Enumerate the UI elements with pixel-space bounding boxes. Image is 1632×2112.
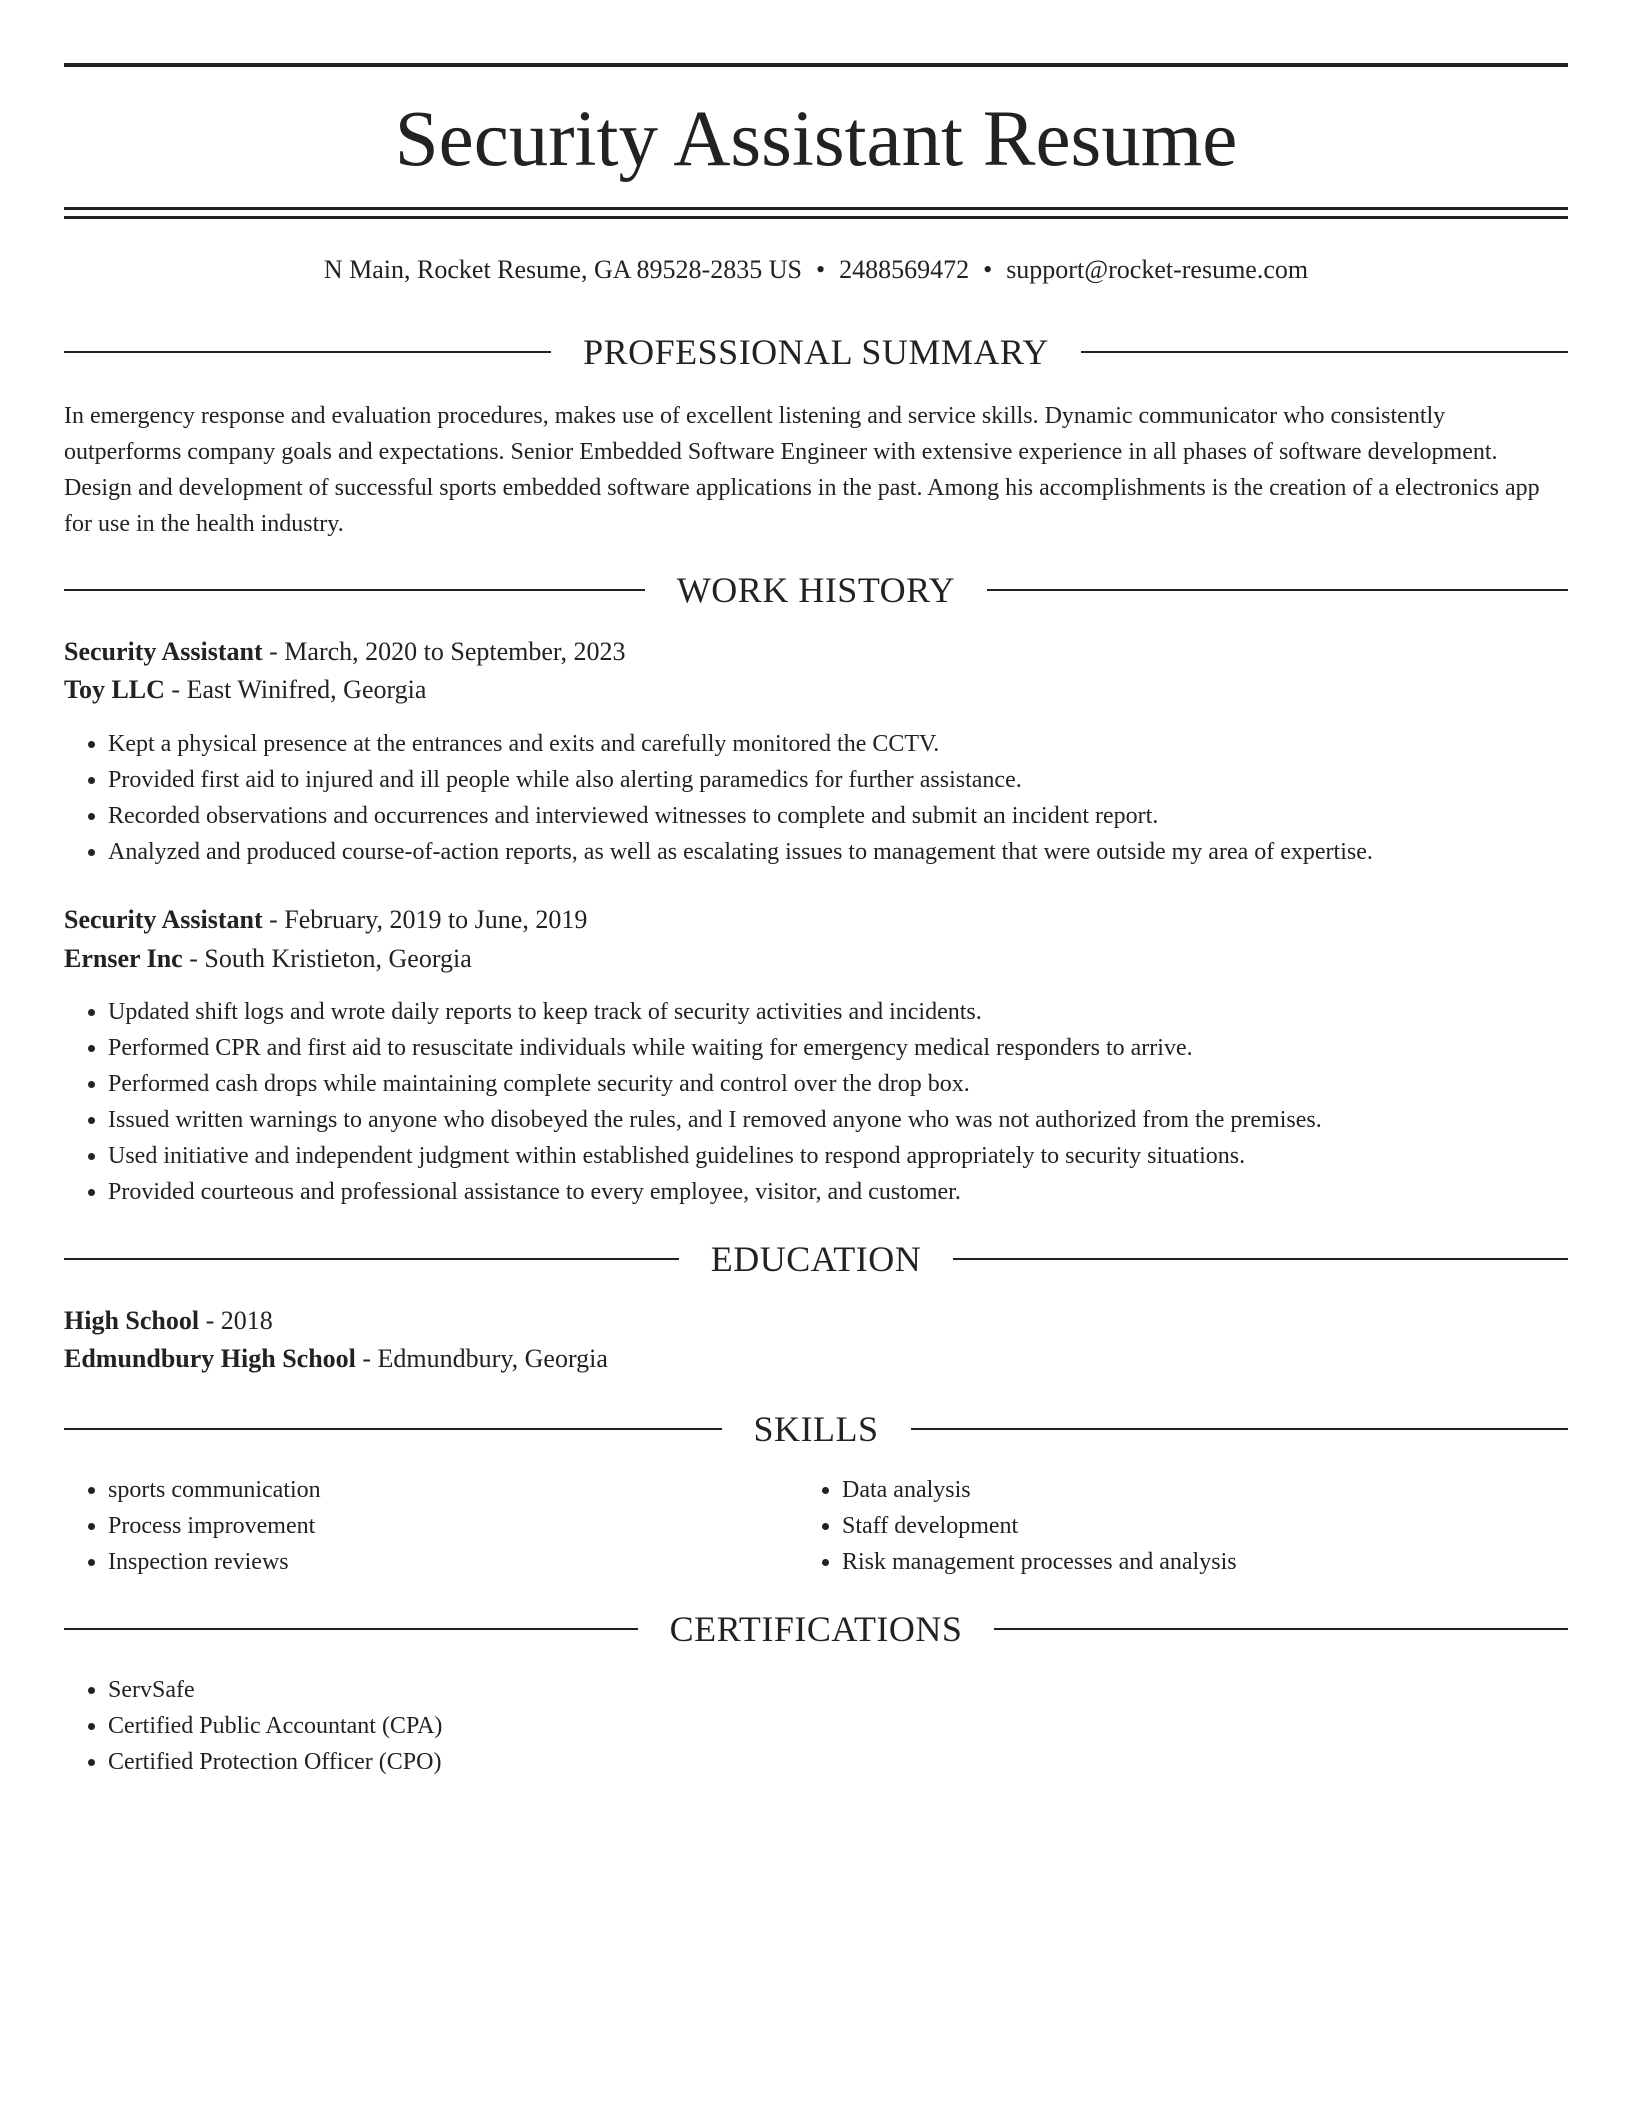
job-duty-item: • Provided first aid to injured and ill people while also alerting paramedics for further assistance.: [108, 762, 1568, 798]
job-dates: - March, 2020 to September, 2023: [262, 637, 626, 666]
title-double-rule: [64, 207, 1568, 219]
education-degree: High School: [64, 1306, 200, 1335]
job-title-line: [64, 634, 1568, 670]
section-heading-label: CERTIFICATIONS: [669, 1609, 963, 1649]
heading-rule-left: [64, 1258, 679, 1260]
heading-rule-left: [64, 1428, 722, 1430]
contact-line: [64, 252, 1568, 288]
job-company: Ernser Inc: [64, 944, 183, 973]
skills-list-left: [64, 1472, 808, 1580]
job-location: - South Kristieton, Georgia: [182, 944, 472, 973]
job-company-line: [64, 941, 1568, 977]
section-heading-skills: [64, 1407, 1568, 1451]
top-rule: [64, 63, 1568, 67]
job-duty-item: • Issued written warnings to anyone who disobeyed the rules, and I removed anyone who was not authorized from the premises.: [108, 1102, 1568, 1138]
job-duty-item: • Kept a physical presence at the entrances and exits and carefully monitored the CCTV.: [108, 726, 1568, 762]
heading-rule-left: [64, 351, 551, 353]
heading-rule-right: [994, 1628, 1568, 1630]
job-location: - East Winifred, Georgia: [164, 675, 427, 704]
summary-text: In emergency response and evaluation procedures, makes use of excellent listening and service skills. Dynamic communicator who consistently outperforms company goals and expectations. Senior Embedded Software Engineer with extensive experience in all phases of software development. Design and development of successful sports embedded software applications in the past. Among his accomplishments is the creation of a electronics app for use in the health industry.: [64, 403, 1540, 537]
section-heading-label: SKILLS: [753, 1409, 879, 1449]
job-duty-item: • Performed cash drops while maintaining complete security and control over the drop box.: [108, 1066, 1568, 1102]
section-heading-label: EDUCATION: [710, 1239, 922, 1279]
education-degree-line: [64, 1303, 1568, 1339]
job-duty-item: • Used initiative and independent judgment within established guidelines to respond appropriately to security situations.: [108, 1138, 1568, 1174]
certifications-list: [64, 1672, 1568, 1780]
section-heading-certifications: [64, 1607, 1568, 1651]
section-heading-education: [64, 1237, 1568, 1281]
job-duties-list: [64, 994, 1568, 1210]
skill-item: • Data analysis: [842, 1472, 1542, 1508]
skill-item: • Risk management processes and analysis: [842, 1544, 1542, 1580]
heading-rule-right: [1081, 351, 1568, 353]
job-duty-item: • Recorded observations and occurrences and interviewed witnesses to complete and submit an incident report.: [108, 798, 1568, 834]
skill-item: • Inspection reviews: [108, 1544, 808, 1580]
job-title-line: [64, 902, 1568, 938]
contact-address: N Main, Rocket Resume, GA 89528-2835 US: [323, 255, 802, 284]
skill-item: • Staff development: [842, 1508, 1542, 1544]
contact-separator: •: [815, 255, 826, 284]
education-location: - Edmundbury, Georgia: [355, 1344, 608, 1373]
job-title: Security Assistant: [64, 905, 263, 934]
heading-rule-right: [987, 589, 1568, 591]
job-duties-list: [64, 726, 1568, 870]
heading-rule-right: [911, 1428, 1569, 1430]
section-heading-work-history: [64, 568, 1568, 612]
job-company-line: [64, 672, 1568, 708]
section-heading-summary: [64, 330, 1568, 374]
contact-email[interactable]: support@rocket-resume.com: [1006, 255, 1309, 284]
skill-item: • Process improvement: [108, 1508, 808, 1544]
heading-rule-left: [64, 589, 645, 591]
contact-separator: •: [983, 255, 993, 284]
section-heading-label: WORK HISTORY: [676, 570, 956, 610]
job-title: Security Assistant: [64, 637, 263, 666]
job-duty-item: • Analyzed and produced course-of-action reports, as well as escalating issues to management that were outside my area of expertise.: [108, 834, 1568, 870]
job-duty-item: • Updated shift logs and wrote daily reports to keep track of security activities and incidents.: [108, 994, 1568, 1030]
education-school-line: [64, 1341, 1568, 1377]
resume-title: Security Assistant Resume: [394, 96, 1238, 183]
heading-rule-right: [953, 1258, 1568, 1260]
contact-phone: 2488569472: [839, 255, 970, 284]
education-year: - 2018: [199, 1306, 273, 1335]
certification-item: • Certified Public Accountant (CPA): [108, 1708, 1568, 1744]
certification-item: • ServSafe: [108, 1672, 1568, 1708]
heading-rule-left: [64, 1628, 638, 1630]
job-duty-item: • Provided courteous and professional assistance to every employee, visitor, and customer.: [108, 1174, 1568, 1210]
job-duty-item: • Performed CPR and first aid to resuscitate individuals while waiting for emergency medical responders to arrive.: [108, 1030, 1568, 1066]
skill-item: • sports communication: [108, 1472, 808, 1508]
section-heading-label: PROFESSIONAL SUMMARY: [583, 332, 1049, 372]
education-school: Edmundbury High School: [64, 1344, 356, 1373]
skills-list-right: [798, 1472, 1542, 1580]
certification-item: • Certified Protection Officer (CPO): [108, 1744, 1568, 1780]
job-company: Toy LLC: [64, 675, 165, 704]
job-dates: - February, 2019 to June, 2019: [262, 905, 588, 934]
